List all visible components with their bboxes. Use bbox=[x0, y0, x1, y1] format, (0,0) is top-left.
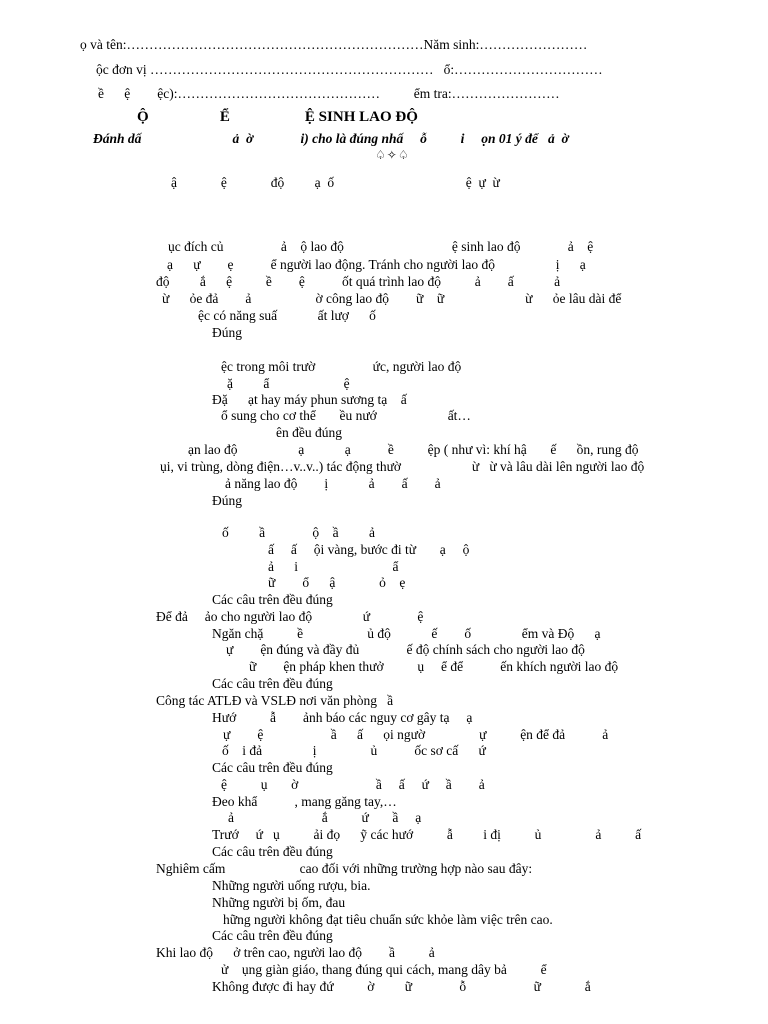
question-line: ố ầ ộ ầ ả bbox=[222, 525, 375, 540]
question-line: ệc trong môi trườ ức, người lao độ bbox=[221, 359, 462, 374]
page-title: Ộ Ể Ệ SINH LAO ĐỘ bbox=[137, 109, 418, 125]
answer-option: Các câu trên đều đúng bbox=[212, 592, 333, 607]
answer-option: Hướ ẫ ảnh báo các nguy cơ gây tạ ạ bbox=[212, 710, 473, 725]
answer-option: Các câu trên đều đúng bbox=[212, 760, 333, 775]
answer-option: ặ ẩ ệ bbox=[227, 376, 350, 391]
text-line: ừ ỏe đả ả ờ công lao độ ữ ữ ừ ỏe lâu dài để bbox=[162, 291, 622, 306]
answer-option: ự ện đúng và đầy đủ ế độ chính sách cho người lao độ bbox=[226, 642, 585, 657]
answer-option: ấ ấ ội vàng, bước đi từ ạ ộ bbox=[268, 542, 470, 557]
answer-option: ên đều đúng bbox=[276, 425, 342, 440]
answer-option: Các câu trên đều đúng bbox=[212, 928, 333, 943]
text-line: ục đích củ ả ộ lao độ ệ sinh lao độ ả ệ bbox=[168, 239, 594, 254]
question-line: Công tác ATLĐ và VSLĐ nơi văn phòng ầ bbox=[156, 693, 394, 708]
question-line: ạn lao độ ạ ạ ề ệp ( như vì: khí hậ ế ồn, rung độ bbox=[188, 442, 639, 457]
answer-option: Không được đi hay đứ ờ ữ ỗ ữ ắ bbox=[212, 979, 591, 994]
answer-option: ổ sung cho cơ thể ều nướ ất… bbox=[221, 408, 471, 423]
answer-option: ả i ẩ bbox=[268, 559, 399, 574]
answer-option: ữ ện pháp khen thưở ụ ể để ến khích người lao độ bbox=[249, 659, 619, 674]
question-line: Khi lao độ ở trên cao, người lao độ ầ ả bbox=[156, 945, 435, 960]
ornament: ♤✧♤ bbox=[375, 148, 410, 162]
name-birthyear-line: ọ và tên:…………………………………………………………Năm sinh:…………………… bbox=[80, 37, 588, 52]
answer-option: ả ắ ứ ầ ạ bbox=[228, 810, 422, 825]
question-line: ả năng lao độ ị ả ấ ả bbox=[225, 476, 441, 491]
answer-option: Những người uống rượu, bia. bbox=[212, 878, 371, 893]
answer-option: hững người không đạt tiêu chuẩn sức khỏe làm việc trên cao. bbox=[223, 912, 553, 927]
question-line: Để đả ảo cho người lao độ ứ ệ bbox=[156, 609, 424, 624]
answer-option: Các câu trên đều đúng bbox=[212, 844, 333, 859]
instruction-line: Đánh dấ ả ờ i) cho là đúng nhấ ỗ i ọn 01 ý để ả ờ bbox=[93, 131, 569, 146]
text-line: ệc có năng suấ ất lượ ố bbox=[198, 308, 376, 323]
subtitle: ậ ệ độ ạ ố ệ ự ừ bbox=[171, 175, 500, 190]
question-line: ệ ụ ờ ầ ấ ứ ầ ả bbox=[221, 777, 485, 792]
answer-option: Các câu trên đều đúng bbox=[212, 676, 333, 691]
question-line: Nghiêm cấm cao đối với những trường hợp nào sau đây: bbox=[156, 861, 533, 876]
answer-option: ữ ổ ậ ỏ ẹ bbox=[268, 575, 406, 590]
answer-option: ử ụng giàn giáo, thang đúng qui cách, mang dây bả ể bbox=[221, 962, 547, 977]
answer-option: Trướ ứ ụ ải đọ ỹ các hướ ẫ i đị ủ ả ấ bbox=[212, 827, 642, 842]
score-line: ề ệ ệc):……………………………………… ểm tra:…………………… bbox=[98, 86, 560, 101]
text-line: ạ ự ẹ ể người lao động. Tránh cho người lao độ ị ạ bbox=[167, 257, 586, 272]
answer-option: Đúng bbox=[212, 325, 242, 340]
answer-option: Ngăn chặ ề ủ độ ế ố ểm và Độ ạ bbox=[212, 626, 601, 641]
answer-option: Đeo khẩ , mang găng tay,… bbox=[212, 794, 397, 809]
answer-option: ự ệ ầ ấ ọi ngườ ự ện để đả ả bbox=[223, 727, 609, 742]
answer-option: Đặ ạt hay máy phun sương tạ ấ bbox=[212, 392, 407, 407]
unit-line: ộc đơn vị ……………………………………………………… ổ:…………………………… bbox=[96, 62, 603, 77]
answer-option: Những người bị ốm, đau bbox=[212, 895, 346, 910]
text-line: độ ắ ệ ề ệ ốt quá trình lao độ ả ấ ả bbox=[156, 274, 561, 289]
question-line: ụi, vi trùng, dòng điện…v..v..) tác động thườ ừ ừ và lâu dài lên người lao độ bbox=[160, 459, 645, 474]
answer-option: Đúng bbox=[212, 493, 242, 508]
answer-option: ố i đả ị ủ ốc sơ cấ ứ bbox=[222, 743, 486, 758]
